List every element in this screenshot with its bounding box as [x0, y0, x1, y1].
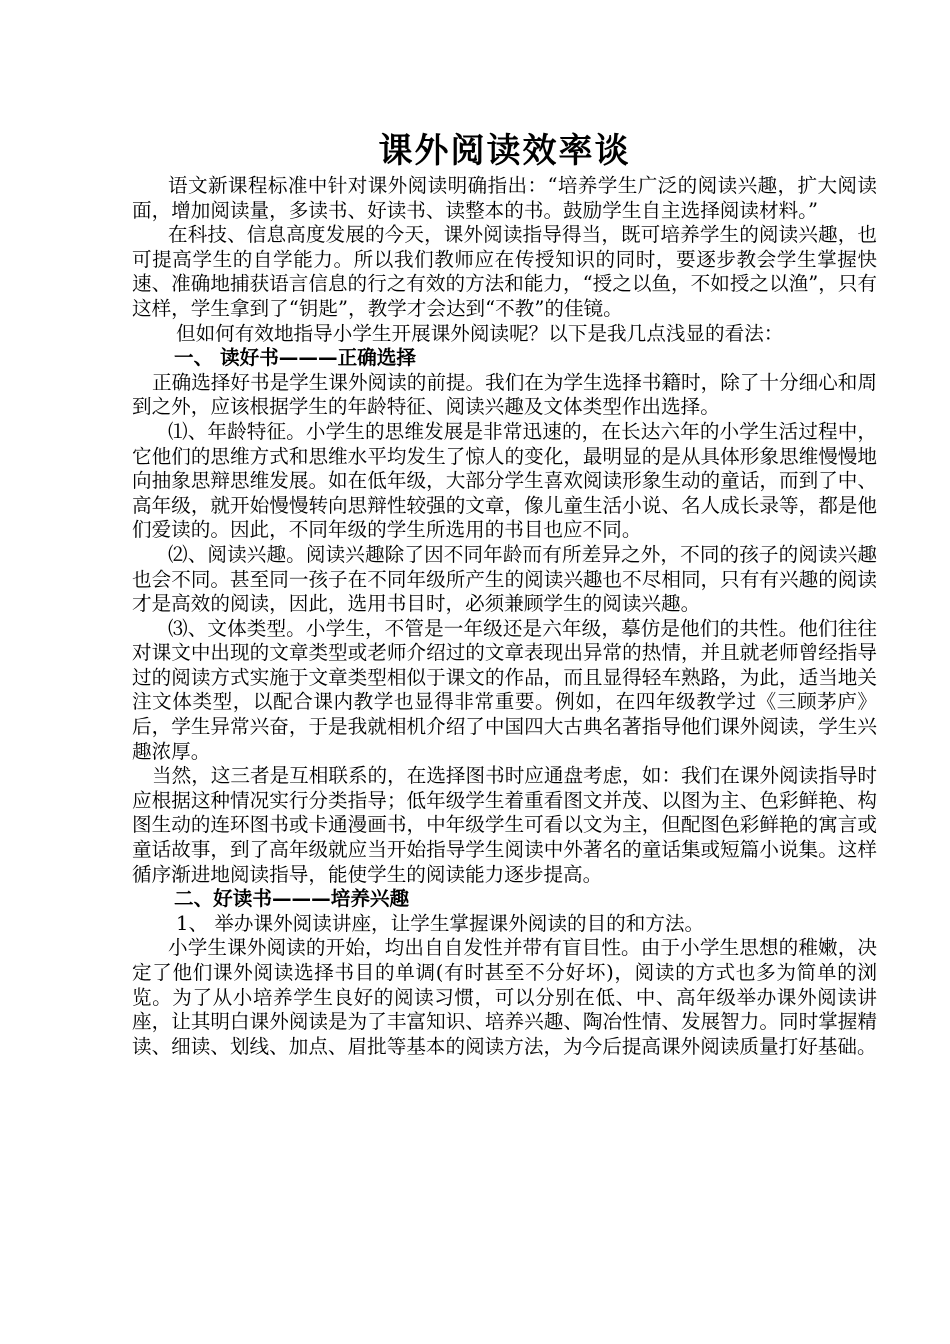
paragraph-summary: 当然，这三者是互相联系的，在选择图书时应通盘考虑，如：我们在课外阅读指导时应根据这种情况实行分类指导；低年级学生着重看图文并茂、以图为主、色彩鲜艳、构图生动的连环图书或卡通漫画书，中年级学生可看以文为主，但配图色彩鲜艳的寓言或童话故事，到了高年级就应当开始指导学生阅读中外著名的童话集或短篇小说集。这样循序渐进地阅读指导，能使学生的阅读能力逐步提高。: [132, 764, 877, 886]
page-title: 课外阅读效率谈: [378, 131, 631, 171]
paragraph-background: 在科技、信息高度发展的今天，课外阅读指导得当，既可培养学生的阅读兴趣，也可提高学生的自学能力。所以我们教师应在传授知识的同时，要逐步教会学生掌握快速、准确地捕获语言信息的行之有效的方法和能力，“授之以鱼，不如授之以渔”，只有这样，学生拿到了“钥匙”，教学才会达到“不教”的佳镜。: [132, 223, 878, 320]
paragraph-genre: ⑶、文体类型。小学生，不管是一年级还是六年级，摹仿是他们的共性。他们往往对课文中出现的文章类型或老师介绍过的文章表现出异常的热情，并且就老师曾经指导过的阅读方式实施于文章类型相似于课文的作品，而且显得轻车熟路，为此，适当地关注文体类型，以配合课内教学也显得非常重要。例如，在四年级教学过《三顾茅庐》后，学生异常兴奋，于是我就相机介绍了中国四大古典名著指导他们课外阅读，学生兴趣浓厚。: [132, 616, 877, 763]
document-page: [132, 128, 877, 1059]
section-heading-1: 一、 读好书———正确选择: [174, 346, 416, 370]
list-item-lecture: 1、 举办课外阅读讲座，让学生掌握课外阅读的目的和方法。: [176, 911, 705, 935]
section-heading-2: 二、好读书———培养兴趣: [174, 887, 410, 911]
paragraph-question: 但如何有效地指导小学生开展课外阅读呢？以下是我几点浅显的看法：: [176, 321, 784, 345]
paragraph-lecture: 小学生课外阅读的开始，均出自自发性并带有盲目性。由于小学生思想的稚嫩，决定了他们课外阅读选择书目的单调(有时甚至不分好坏)，阅读的方式也多为简单的浏览。为了从小培养学生良好的阅读习惯，可以分别在低、中、高年级举办课外阅读讲座，让其明白课外阅读是为了丰富知识、培养兴趣、陶冶性情、发展智力。同时掌握精读、细读、划线、加点、眉批等基本的阅读方法，为今后提高课外阅读质量打好基础。: [132, 936, 877, 1058]
paragraph-intro: 语文新课程标准中针对课外阅读明确指出：“培养学生广泛的阅读兴趣，扩大阅读面，增加阅读量，多读书、好读书、读整本的书。鼓励学生自主选择阅读材料。”: [132, 174, 877, 222]
paragraph-interest: ⑵、阅读兴趣。阅读兴趣除了因不同年龄而有所差异之外，不同的孩子的阅读兴趣也会不同。甚至同一孩子在不同年级所产生的阅读兴趣也不尽相同，只有有兴趣的阅读才是高效的阅读，因此，选用书目时，必须兼顾学生的阅读兴趣。: [132, 542, 877, 616]
paragraph-age: ⑴、年龄特征。小学生的思维发展是非常迅速的，在长达六年的小学生活过程中，它他们的思维方式和思维水平均发生了惊人的变化，最明显的是从具体形象思维慢慢地向抽象思辩思维发展。如在低年级，大部分学生喜欢阅读形象生动的童话，而到了中、高年级，就开始慢慢转向思辩性较强的文章，像儿童生活小说、名人成长录等，都是他们爱读的。因此，不同年级的学生所选用的书目也应不同。: [132, 419, 877, 542]
paragraph-selection: 正确选择好书是学生课外阅读的前提。我们在为学生选择书籍时，除了十分细心和周到之外，应该根据学生的年龄特征、阅读兴趣及文体类型作出选择。: [132, 370, 877, 419]
